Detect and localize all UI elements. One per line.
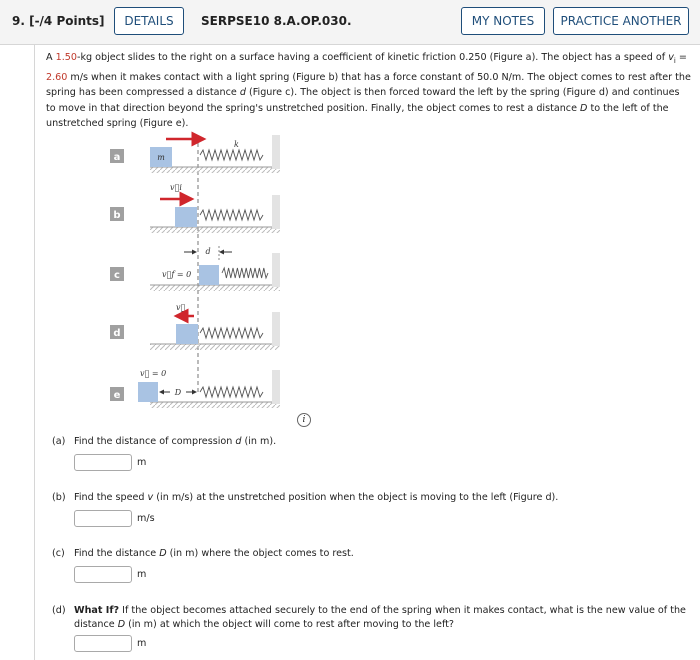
answer-input-a[interactable] bbox=[74, 454, 132, 471]
svg-text:m: m bbox=[157, 153, 165, 162]
my-notes-button[interactable]: MY NOTES bbox=[461, 7, 545, 35]
practice-another-button[interactable]: PRACTICE ANOTHER bbox=[553, 7, 689, 35]
figure-d bbox=[110, 303, 280, 350]
unit-b: m/s bbox=[137, 513, 155, 524]
svg-text:d: d bbox=[205, 247, 211, 256]
question-a: (a) Find the distance of compression d (in m). bbox=[52, 436, 277, 447]
svg-text:b: b bbox=[113, 210, 121, 221]
unit-a: m bbox=[137, 457, 147, 468]
info-icon[interactable]: i bbox=[297, 413, 311, 427]
figure-c bbox=[110, 246, 280, 291]
question-c: (c) Find the distance D (in m) where the object comes to rest. bbox=[52, 548, 354, 559]
problem-statement: A 1.50-kg object slides to the right on a surface having a coefficient of kinetic friction 0.250 (Figure a). The object has a speed of $v_i = 2.60$ m/s when it makes contact with a light spring (Figure b) that has a force constant of 50.0 N/m. The object comes to rest after the spring has been compressed a distance d (Figure c). The object is then forced toward the left by the spring (Figure d) and continues to move in that direction beyond the spring's unstretched position. Finally, the object comes to rest a distance D to the left of the unstretched spring (Figure e). bbox=[46, 52, 691, 130]
question-b: (b) Find the speed v (in m/s) at the unstretched position when the object is moving to the left (Figure d). bbox=[52, 492, 559, 503]
left-border bbox=[34, 44, 35, 660]
answer-input-b[interactable] bbox=[74, 510, 132, 527]
svg-text:v⃗ = 0: v⃗ = 0 bbox=[140, 369, 167, 378]
question-header bbox=[0, 0, 700, 45]
svg-text:k: k bbox=[234, 140, 239, 149]
svg-text:v⃗i: v⃗i bbox=[170, 183, 182, 192]
speed-value: 2.60 bbox=[46, 71, 68, 83]
svg-text:d: d bbox=[113, 328, 121, 339]
figure-e bbox=[110, 369, 280, 408]
mass-value: 1.50 bbox=[55, 52, 77, 63]
svg-text:v⃗: v⃗ bbox=[176, 303, 186, 312]
answer-input-d[interactable] bbox=[74, 635, 132, 652]
details-button[interactable]: DETAILS bbox=[114, 7, 184, 35]
svg-text:D: D bbox=[174, 388, 182, 397]
svg-text:c: c bbox=[114, 270, 120, 281]
svg-text:v⃗f = 0: v⃗f = 0 bbox=[162, 270, 192, 279]
svg-text:a: a bbox=[113, 152, 121, 163]
svg-text:e: e bbox=[113, 390, 121, 401]
question-d: (d) What If? If the object becomes attached securely to the end of the spring when it makes contact, what is the new value of the distance D (in m) at which the object will come to rest after moving to the left? bbox=[52, 605, 686, 630]
spring-figure bbox=[100, 130, 300, 410]
answer-input-c[interactable] bbox=[74, 566, 132, 583]
unit-c: m bbox=[137, 569, 147, 580]
figure-b bbox=[110, 183, 280, 233]
course-code: SERPSE10 8.A.OP.030. bbox=[201, 14, 352, 28]
question-number: 9. [-/4 Points] bbox=[12, 14, 105, 28]
unit-d: m bbox=[137, 638, 147, 649]
figure-a bbox=[110, 135, 280, 173]
